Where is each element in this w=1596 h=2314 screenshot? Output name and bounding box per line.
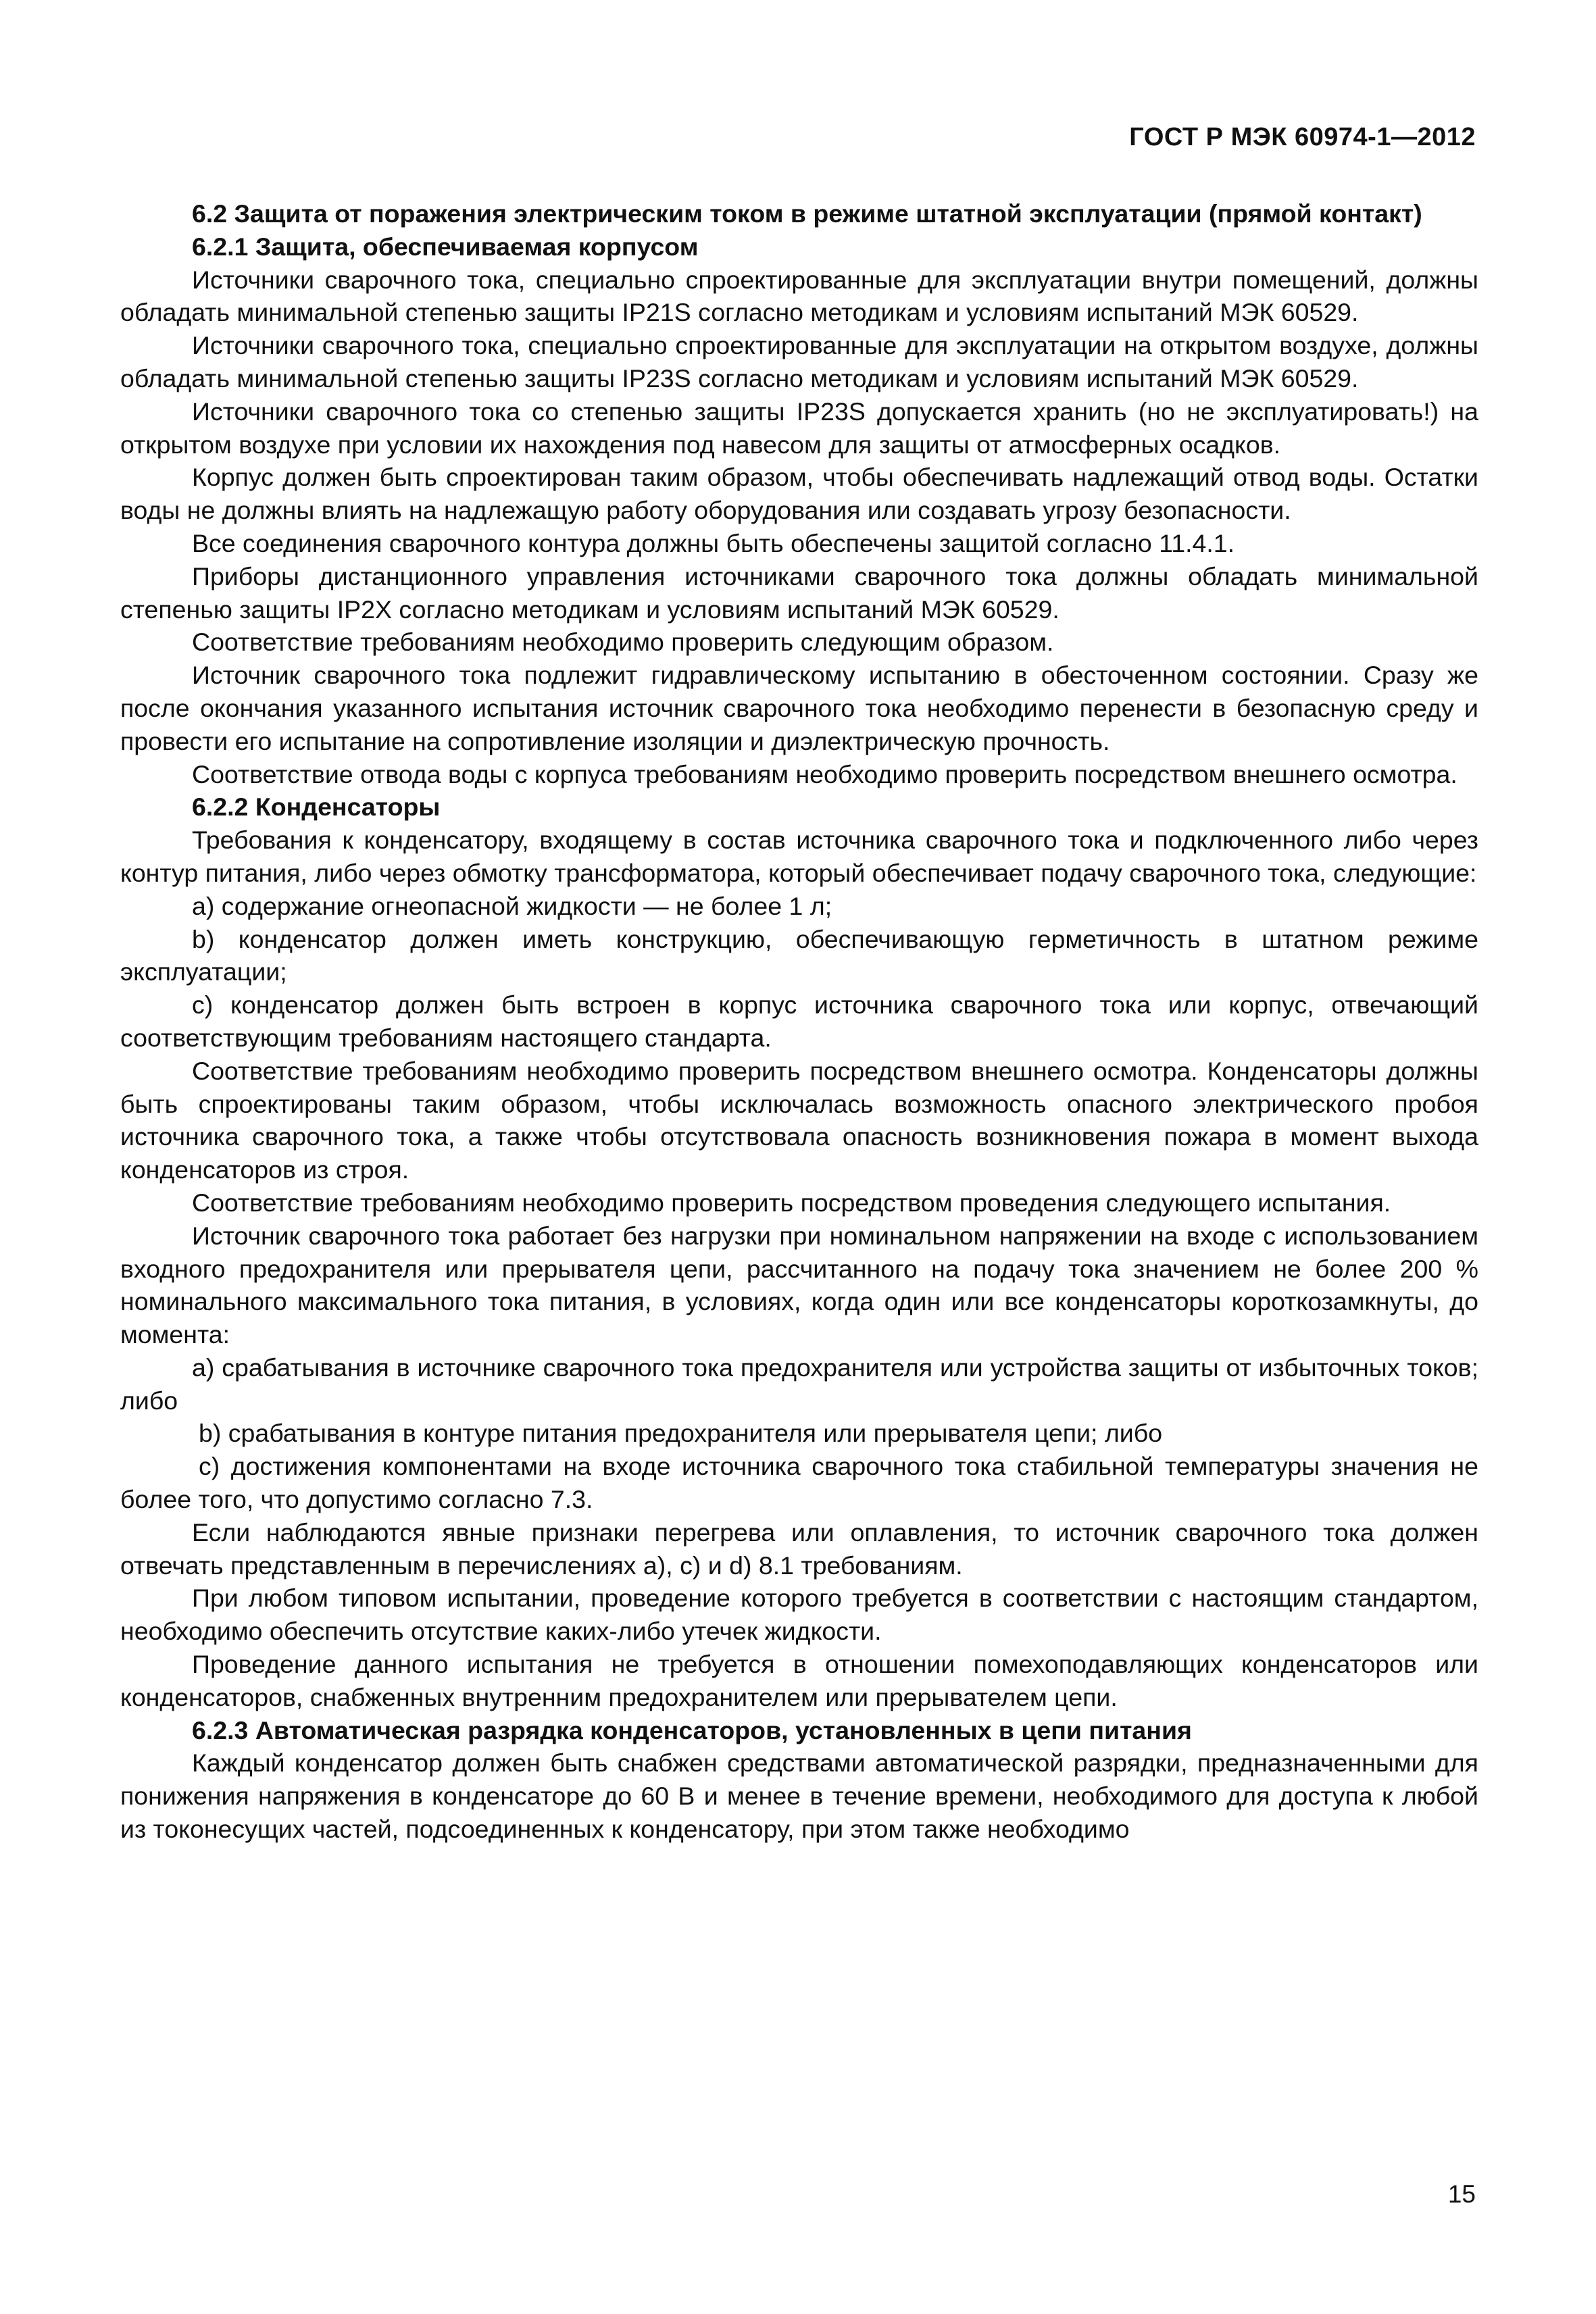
heading-6-2-1: 6.2.1 Защита, обеспечиваемая корпусом xyxy=(192,232,699,261)
document-code: ГОСТ Р МЭК 60974-1—2012 xyxy=(1129,123,1476,151)
paragraph: При любом типовом испытании, проведение которого требуется в соответствии с настоящим стандартом, необходимо обеспечить отсутствие каких-либо утечек жидкости. xyxy=(120,1584,1478,1646)
list-item: b) срабатывания в контуре питания предохранителя или прерывателя цепи; либо xyxy=(199,1419,1163,1448)
paragraph: Источники сварочного тока, специально спроектированные для эксплуатации на открытом воздухе, должны обладать минимальной степенью защиты IP23S согласно методикам и условиям испытаний МЭК 60529. xyxy=(120,331,1478,393)
heading-6-2-3: 6.2.3 Автоматическая разрядка конденсаторов, установленных в цепи питания xyxy=(192,1715,1192,1744)
paragraph: Соответствие отвода воды с корпуса требованиям необходимо проверить посредством внешнего осмотра. xyxy=(192,759,1457,788)
paragraph: Соответствие требованиям необходимо проверить следующим образом. xyxy=(192,628,1054,657)
paragraph: Проведение данного испытания не требуется в отношении помехоподавляющих конденсаторов или конденсаторов, снабженных внутренним предохранителем или прерывателем цепи. xyxy=(120,1650,1478,1711)
paragraph: Все соединения сварочного контура должны быть обеспечены защитой согласно 11.4.1. xyxy=(192,528,1235,557)
paragraph: Источники сварочного тока со степенью защиты IP23S допускается хранить (но не эксплуатировать!) на открытом воздухе при условии их нахождения под навесом для защиты от атмосферных осадков. xyxy=(120,397,1478,459)
paragraph: Соответствие требованиям необходимо проверить посредством проведения следующего испытания. xyxy=(192,1188,1391,1217)
paragraph: Требования к конденсатору, входящему в состав источника сварочного тока и подключенного либо через контур питания, либо через обмотку трансформатора, который обеспечивает подачу сварочного тока, следующие: xyxy=(120,826,1478,887)
page-number: 15 xyxy=(1447,2180,1476,2208)
list-item: b) конденсатор должен иметь конструкцию, обеспечивающую герметичность в штатном режиме эксплуатации; xyxy=(120,924,1478,986)
list-item: c) конденсатор должен быть встроен в корпус источника сварочного тока или корпус, отвечающий соответствующим требованиям настоящего стандарта. xyxy=(120,990,1478,1052)
paragraph: Если наблюдаются явные признаки перегрева или оплавления, то источник сварочного тока должен отвечать представленным в перечислениях a), c) и d) 8.1 требованиям. xyxy=(120,1517,1478,1580)
list-item: a) срабатывания в источнике сварочного тока предохранителя или устройства защиты от избыточных токов; либо xyxy=(120,1353,1478,1415)
paragraph: Каждый конденсатор должен быть снабжен средствами автоматической разрядки, предназначенными для понижения напряжения в конденсаторе до 60 В и менее в течение времени, необходимого для доступа к любой из токонесущих частей, подсоединенных к конденсатору, при этом также необходимо xyxy=(120,1749,1478,1844)
document-body xyxy=(120,197,1478,1846)
paragraph: Источники сварочного тока, специально спроектированные для эксплуатации внутри помещений, должны обладать минимальной степенью защиты IP21S согласно методикам и условиям испытаний МЭК 60529. xyxy=(120,265,1478,327)
paragraph: Соответствие требованиям необходимо проверить посредством внешнего осмотра. Конденсаторы должны быть спроектированы таким образом, чтобы исключалась возможность опасного электрического пробоя источника сварочного тока, а также чтобы отсутствовала опасность возникновения пожара в момент выхода конденсаторов из строя. xyxy=(120,1056,1478,1184)
heading-6-2-2: 6.2.2 Конденсаторы xyxy=(192,793,441,822)
list-item: a) содержание огнеопасной жидкости — не более 1 л; xyxy=(192,891,832,920)
heading-6-2: 6.2 Защита от поражения электрическим током в режиме штатной эксплуатации (прямой контакт) xyxy=(192,199,1422,228)
paragraph: Корпус должен быть спроектирован таким образом, чтобы обеспечивать надлежащий отвод воды. Остатки воды не должны влиять на надлежащую работу оборудования или создавать угрозу безопасности. xyxy=(120,463,1478,525)
paragraph: Приборы дистанционного управления источниками сварочного тока должны обладать минимальной степенью защиты IP2X согласно методикам и условиям испытаний МЭК 60529. xyxy=(120,561,1478,624)
paragraph: Источник сварочного тока работает без нагрузки при номинальном напряжении на входе с использованием входного предохранителя или прерывателя цепи, рассчитанного на подачу тока значением не более 200 % номинального максимального тока питания, в условиях, когда один или все конденсаторы короткозамкнуты, до момента: xyxy=(120,1221,1478,1349)
paragraph: Источник сварочного тока подлежит гидравлическому испытанию в обесточенном состоянии. Сразу же после окончания указанного испытания источник сварочного тока необходимо перенести в безопасную среду и провести его испытание на сопротивление изоляции и диэлектрическую прочность. xyxy=(120,661,1478,755)
list-item: c) достижения компонентами на входе источника сварочного тока стабильной температуры значения не более того, что допустимо согласно 7.3. xyxy=(120,1452,1478,1514)
